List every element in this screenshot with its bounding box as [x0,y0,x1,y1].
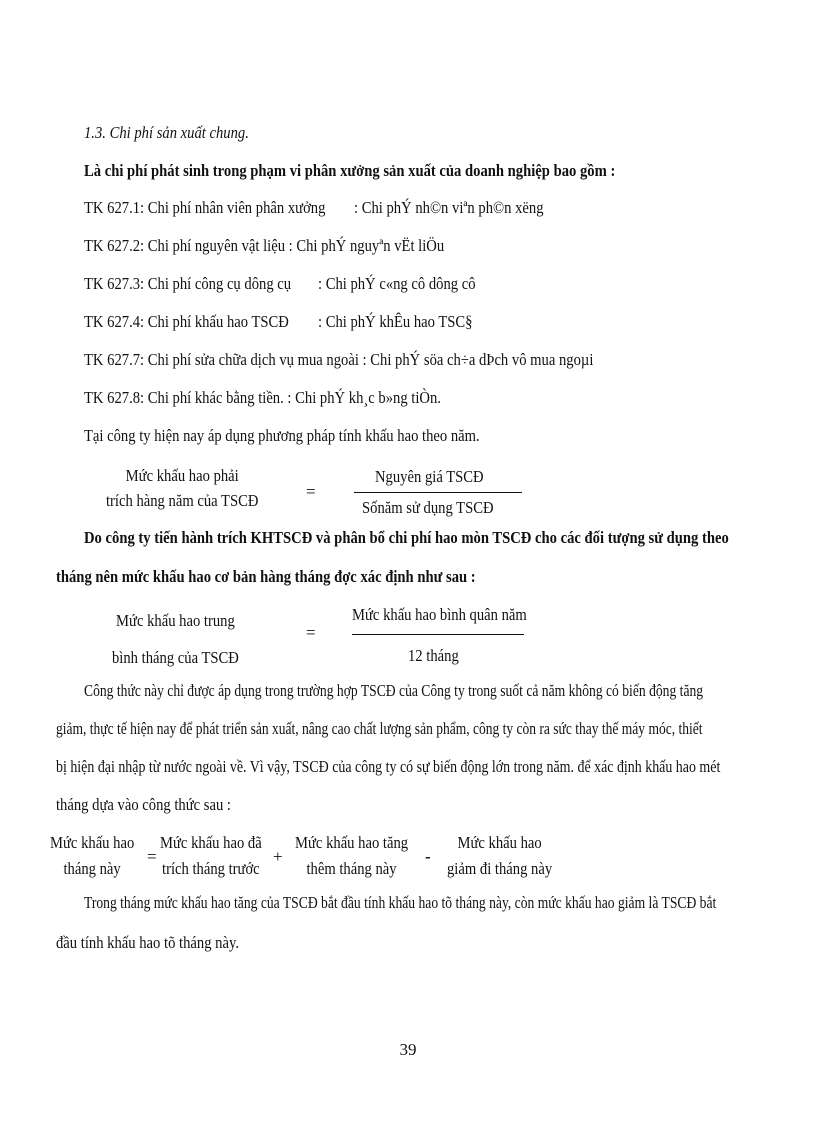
account-label: TK 627.8: Chi phí khác bằng tiền. : Chi phÝ kh¸c b»ng tiÒn. [84,388,441,407]
plus-sign: + [273,847,283,866]
formula-term: Mức khấu hao giảm đi tháng này [447,833,553,878]
account-note: : Chi phÝ c«ng cô dông cô [318,274,476,293]
formula-lhs: Mức khấu hao trung bình tháng của TSCĐ [112,611,239,667]
account-item [84,273,501,295]
fraction-denominator: 12 tháng [408,646,460,665]
account-item [84,311,498,333]
paragraph-line: đầu tính khấu hao tõ tháng này. [56,933,239,952]
account-label: TK 627.7: Chi phí sửa chữa dịch vụ mua ngoài : Chi phÝ söa ch÷a dÞch vô mua ngoµi [84,350,594,369]
account-label: TK 627.2: Chi phí nguyên vật liệu : Chi phÝ nguyªn vËt liÖu [84,236,445,255]
paragraph-line: bị hiện đại nhập từ nước ngoài về. Vì vậy, TSCĐ của công ty có sự biến động lớn trong năm. để xác định khấu hao mét [56,757,721,776]
paragraph-line: Trong tháng mức khấu hao tăng của TSCĐ bắt đầu tính khấu hao tõ tháng này, còn mức khấu hao giảm là TSCĐ bắt [84,893,717,912]
fraction-numerator: Nguyên giá TSCĐ [354,466,522,493]
minus-sign: - [425,847,431,866]
page-number: 39 [399,1040,417,1059]
fraction-numerator: Mức khấu hao bình quân năm [352,604,524,635]
account-item [84,387,499,409]
bold-paragraph-line: tháng nên mức khấu hao cơ bản hàng tháng đợc xác định như sau : [56,567,476,586]
equals-sign: = [306,482,316,501]
account-item [84,197,574,219]
account-item [84,235,503,257]
account-label: TK 627.4: Chi phí khấu hao TSCĐ [84,312,289,331]
account-item [84,349,676,371]
formula-term: Mức khấu hao tháng này [50,833,135,878]
equals-sign: = [306,623,316,642]
formula-term: Mức khấu hao đã trích tháng trước [160,833,262,878]
paragraph-line: tháng dựa vào công thức sau : [56,795,232,814]
equals-sign: = [147,847,157,866]
formula-lhs: Mức khấu hao phải trích hàng năm của TSCĐ [106,466,259,510]
account-label: TK 627.1: Chi phí nhân viên phân xưởng [84,198,326,217]
intro-text: Là chi phí phát sinh trong phạm vi phân xưởng sản xuất của doanh nghiệp bao gồm : [84,161,616,180]
paragraph-line: Công thức này chỉ được áp dụng trong trường hợp TSCĐ của Công ty trong suốt cả năm không có biến động tăng [84,681,704,700]
formula-term: Mức khấu hao tăng thêm tháng này [295,833,409,878]
bold-paragraph-line: Do công ty tiến hành trích KHTSCĐ và phân bổ chi phí hao mòn TSCĐ cho các đối tượng sử dụng theo [84,528,729,547]
account-note: : Chi phÝ nh©n viªn ph©n xëng [354,198,544,217]
formula-fraction [352,604,527,667]
account-label: TK 627.3: Chi phí công cụ dông cụ [84,274,292,293]
section-heading: 1.3. Chi phí sản xuất chung. [84,123,249,142]
account-note: : Chi phÝ khÊu hao TSC§ [318,312,473,331]
method-text: Tại công ty hiện nay áp dụng phương pháp tính khấu hao theo năm. [84,426,480,445]
fraction-denominator: Sốnăm sử dụng TSCĐ [361,498,494,517]
paragraph-line: giảm, thực tế hiện nay để phát triển sản xuất, nâng cao chất lượng sản phẩm, công ty còn ra sức thay thế máy móc, thiết [56,719,703,738]
formula-fraction [354,466,522,519]
